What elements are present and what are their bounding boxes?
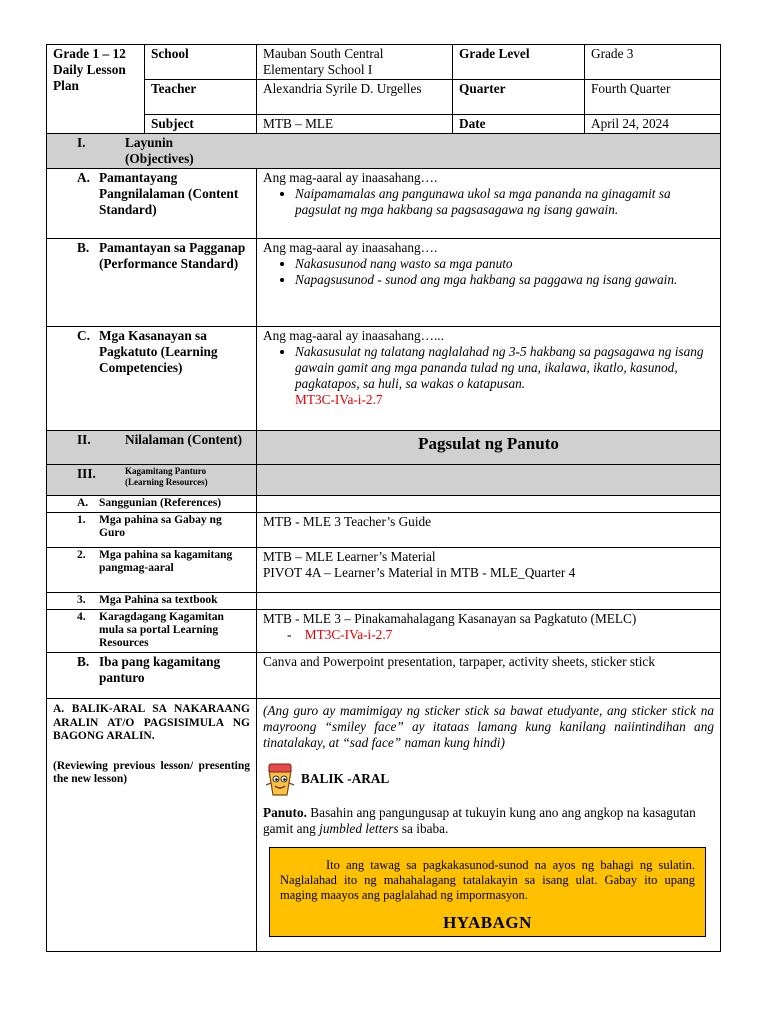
item-title: Mga pahina sa kagamitang pangmag-aaral: [99, 549, 233, 574]
competency-code: MT3C-IVa-i-2.7: [295, 392, 383, 407]
item-number: 4.: [77, 611, 86, 623]
subject-label: Subject: [145, 115, 257, 134]
competency-code: MT3C-IVa-i-2.7: [304, 627, 393, 642]
textbook-label: [47, 593, 257, 610]
item-number: 3.: [77, 594, 86, 606]
item-title: Iba pang kagamitang panturo: [99, 654, 221, 685]
performance-standard-value: [257, 239, 721, 327]
section-resources-label: [47, 465, 257, 496]
bullet-text: Nakasusulat ng talatang naglalahad ng 3-5 hakbang sa pagsagawa ng isang gawain gamit ang mga pananda tulad ng una, ikalawa, ikatlo, kasunod, pagkatapos, sa huli, sa wakas o katapusan.: [295, 344, 704, 391]
date-value: April 24, 2024: [585, 115, 721, 134]
item-letter: C.: [77, 328, 90, 343]
intro-text: Ang mag-aaral ay inaasahang….: [263, 170, 438, 185]
references-value: [257, 496, 721, 513]
performance-standard-label: [47, 239, 257, 327]
grade-level-value: Grade 3: [585, 45, 721, 80]
lesson-topic: Pagsulat ng Panuto: [257, 431, 721, 465]
subject-value: MTB – MLE: [257, 115, 453, 134]
balik-aral-label: BALIK -ARAL: [301, 771, 390, 786]
panuto-label: Panuto.: [263, 805, 307, 820]
grade-level-label: Grade Level: [453, 45, 585, 80]
section-number: III.: [77, 466, 96, 481]
question-text: Ito ang tawag sa pagkakasunod-sunod na ayos ng bahagi ng sulatin. Naglalahad ito ng mahahalagang tatalakayin sa isang ulat. Gabay ito upang maging maayos ang paglalahad ng impormasyon.: [280, 858, 695, 902]
panuto-text-end: sa ibaba.: [398, 821, 449, 836]
other-materials-value: Canva and Powerpoint presentation, tarpaper, activity sheets, sticker stick: [257, 653, 721, 699]
learning-competencies-label: [47, 327, 257, 431]
section-number: I.: [77, 135, 86, 150]
learner-material-value: [257, 548, 721, 593]
references-label: [47, 496, 257, 513]
panuto-italic: jumbled letters: [319, 821, 399, 836]
bullet-item: • Napagsusunod - sunod ang mga hakbang sa paggawa ng isang gawain.: [295, 272, 714, 288]
section-content-label: [47, 431, 257, 465]
item-title: Karagdagang Kagamitan mula sa portal Learning Resources: [99, 611, 224, 649]
bullet-item: • Naipamamalas ang pangunawa ukol sa mga pananda na ginagamit sa pagsulat ng mga hakbang sa pagsasagawa ng isang gawain.: [295, 186, 714, 218]
teacher-value: Alexandria Syrile D. Urgelles: [257, 80, 453, 115]
item-letter: A.: [77, 497, 89, 509]
section-title: Layunin (Objectives): [125, 135, 194, 166]
item-title: Pamantayan sa Pagganap (Performance Standard): [99, 240, 246, 271]
intro-text: Ang mag-aaral ay inaasahang….: [263, 240, 438, 255]
review-lesson-label: [47, 699, 257, 952]
learning-competencies-value: [257, 327, 721, 431]
resource-line: MTB - MLE 3 – Pinakamahalagang Kasanayan sa Pagkatuto (MELC): [263, 611, 637, 626]
quarter-label: Quarter: [453, 80, 585, 115]
learner-material-label: [47, 548, 257, 593]
other-materials-label: [47, 653, 257, 699]
item-title: Mga pahina sa Gabay ng Guro: [99, 514, 222, 539]
item-title: Mga Kasanayan sa Pagkatuto (Learning Competencies): [99, 328, 218, 375]
section-title: Kagamitang Panturo (Learning Resources): [125, 466, 208, 487]
school-value: Mauban South Central Elementary School I: [257, 45, 453, 80]
intro-text: Ang mag-aaral ay inaasahang…...: [263, 328, 444, 343]
lesson-plan-table: [46, 44, 721, 952]
school-label: School: [145, 45, 257, 80]
review-lesson-content: [257, 699, 721, 952]
teacher-label: Teacher: [145, 80, 257, 115]
teacher-guide-value: MTB - MLE 3 Teacher’s Guide: [257, 513, 721, 548]
date-label: Date: [453, 115, 585, 134]
bullet-item: • Nakasusunod nang wasto sa mga panuto: [295, 256, 714, 272]
textbook-value: [257, 593, 721, 610]
content-standard-label: [47, 169, 257, 239]
procedure-title: A. BALIK-ARAL SA NAKARAANG ARALIN AT/O PAGSISIMULA NG BAGONG ARALIN.: [53, 703, 250, 742]
pencil-character-icon: [263, 759, 297, 799]
material-line: MTB – MLE Learner’s Material: [263, 549, 436, 564]
item-title: Sanggunian (References): [99, 497, 222, 509]
section-title: Nilalaman (Content): [125, 432, 243, 447]
portal-resources-label: [47, 610, 257, 653]
item-number: 2.: [77, 549, 86, 561]
panuto-text: Basahin ang pangungusap at tukuyin kung ano ang angkop na kasagutan gamit ang: [263, 805, 696, 836]
content-standard-value: [257, 169, 721, 239]
material-line: PIVOT 4A – Learner’s Material in MTB - MLE_Quarter 4: [263, 565, 576, 580]
jumbled-word: HYABAGN: [443, 913, 532, 932]
question-box: [269, 847, 706, 937]
lesson-plan-page: [46, 44, 720, 962]
teacher-guide-label: [47, 513, 257, 548]
plan-title: Grade 1 – 12 Daily Lesson Plan: [47, 45, 145, 134]
section-objectives-header: [47, 134, 721, 169]
item-title: Pamantayang Pangnilalaman (Content Standard): [99, 170, 239, 217]
portal-resources-value: [257, 610, 721, 653]
balik-aral-heading: [263, 759, 714, 799]
dash-marker: -: [287, 627, 292, 642]
item-number: 1.: [77, 514, 86, 526]
section-resources-value: [257, 465, 721, 496]
section-number: II.: [77, 432, 91, 447]
teacher-note: (Ang guro ay mamimigay ng sticker stick sa bawat etudyante, ang sticker stick na mayroong “smiley face” ay itataas lamang kung kanilang naiintindihan ang tinatalakay, at “sad face” naman kung hindi): [263, 703, 714, 750]
quarter-value: Fourth Quarter: [585, 80, 721, 115]
item-letter: B.: [77, 240, 90, 255]
bullet-item: [295, 344, 714, 408]
panuto-paragraph: [263, 805, 714, 837]
procedure-subtitle: (Reviewing previous lesson/ presenting the new lesson): [53, 759, 250, 785]
item-letter: A.: [77, 170, 90, 185]
item-letter: B.: [77, 654, 90, 669]
item-title: Mga Pahina sa textbook: [99, 594, 218, 606]
